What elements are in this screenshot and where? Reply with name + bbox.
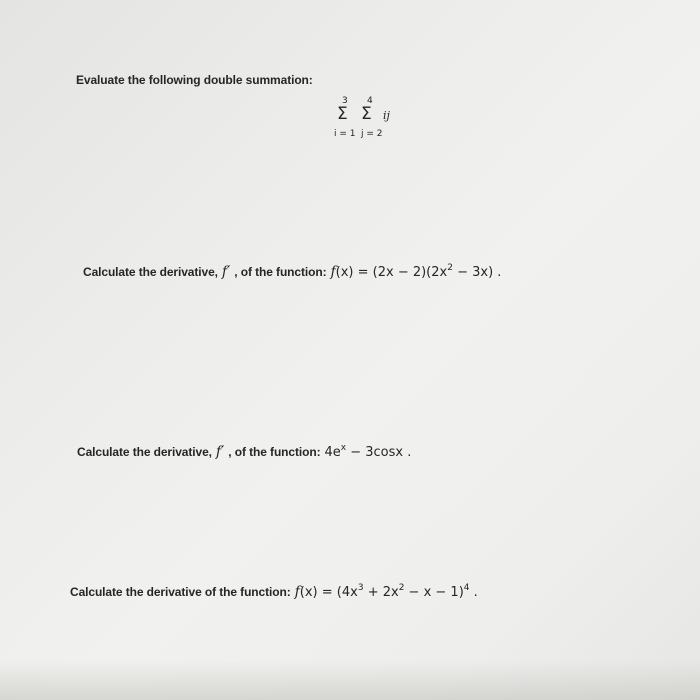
expression-main: 4e	[324, 445, 341, 460]
inner-lower-limit: j = 2	[361, 129, 383, 139]
outer-lower-limit: i = 1	[334, 129, 356, 139]
paper-shadow	[0, 660, 700, 700]
inner-sigma-icon: Σ	[361, 104, 372, 124]
summation-term: ij	[383, 109, 390, 122]
inner-upper-limit: 4	[367, 96, 373, 106]
f-prime-symbol: f′	[221, 264, 231, 280]
expression-main: (x) = (2x − 2)(2x	[335, 265, 448, 280]
outer-sigma-icon: Σ	[337, 104, 348, 124]
function-name: f	[294, 584, 300, 600]
expression-main: (x) = (4x	[299, 585, 358, 600]
expression-exponent: 2	[447, 263, 453, 273]
question-2-label: Calculate the derivative,	[83, 265, 218, 279]
expression-mid: + 2x	[363, 585, 399, 600]
expression-exponent-3: 4	[463, 583, 470, 593]
expression-exponent-1: 3	[357, 583, 364, 593]
f-prime-symbol: f′	[215, 444, 225, 460]
expression-exponent-2: 2	[398, 583, 405, 593]
question-3-label: Calculate the derivative,	[77, 445, 212, 459]
expression-exponent: x	[340, 443, 347, 453]
question-2-label-cont: , of the function:	[234, 265, 327, 279]
function-name: f	[330, 264, 336, 280]
expression-mid-2: − x − 1)	[404, 585, 464, 600]
outer-upper-limit: 3	[342, 96, 348, 106]
double-summation	[334, 96, 407, 144]
expression-tail: − 3x) .	[452, 265, 502, 280]
question-4	[70, 583, 478, 601]
expression-tail: .	[469, 585, 478, 600]
question-1-label: Evaluate the following double summation:	[76, 73, 313, 87]
question-3	[77, 443, 411, 461]
question-2	[83, 263, 501, 281]
expression-tail: − 3cosx .	[346, 445, 412, 460]
question-3-label-cont: , of the function:	[228, 445, 321, 459]
question-4-label: Calculate the derivative of the function:	[70, 585, 291, 599]
